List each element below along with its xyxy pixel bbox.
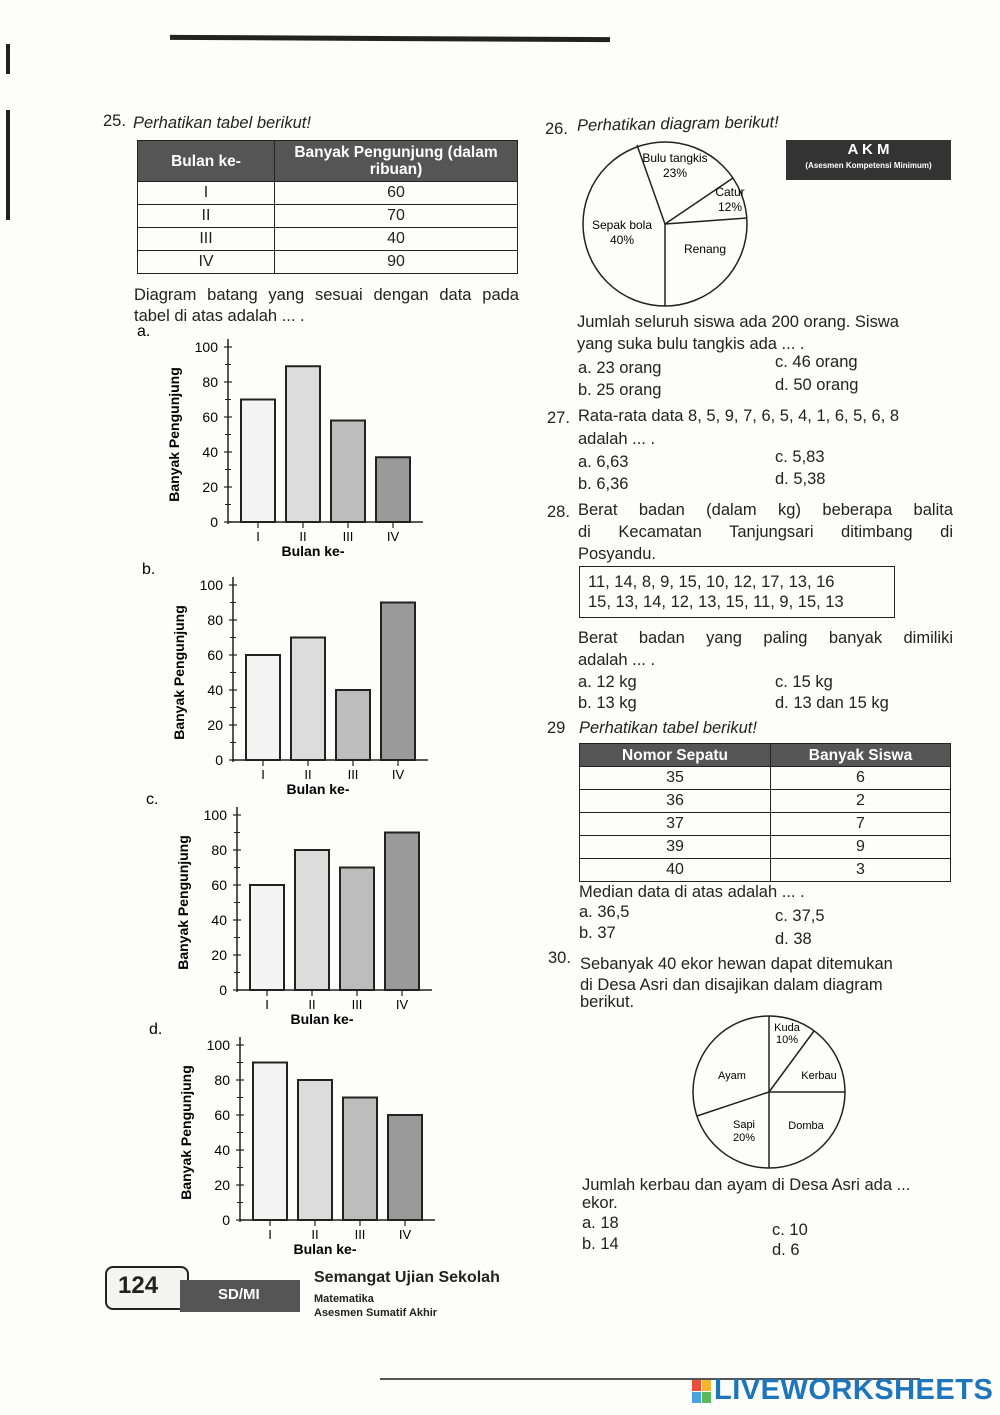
chart-bar (241, 400, 275, 523)
pie-pct-bulu-tangkis: 23% (662, 166, 688, 180)
q29-table (579, 743, 951, 882)
chart-option-letter: c. (146, 791, 159, 808)
chart-x-axis-label: Bulan ke- (293, 1241, 357, 1257)
chart-x-tick-label: IV (398, 1227, 412, 1242)
bar-chart-a (133, 322, 423, 562)
q28-option-b[interactable]: b. 13 kg (578, 694, 637, 712)
q28-text-2: di Kecamatan Tanjungsari ditimbang di (578, 523, 953, 541)
chart-option-b[interactable] (138, 560, 428, 805)
chart-bar (295, 850, 329, 990)
table-row: 36 2 (580, 790, 951, 813)
table-row: III 40 (138, 228, 518, 251)
q26-option-a[interactable]: a. 23 orang (578, 359, 662, 377)
q29-header-2: Banyak Siswa (771, 744, 951, 767)
chart-y-tick-label: 40 (202, 444, 218, 460)
chart-bar (336, 690, 370, 760)
q30-option-a[interactable]: a. 18 (582, 1214, 619, 1232)
q30-number: 30. (548, 949, 571, 967)
q27-option-a[interactable]: a. 6,63 (578, 453, 629, 471)
chart-y-axis-label: Banyak Pengunjung (178, 1065, 194, 1200)
chart-x-axis-label: Bulan ke- (290, 1011, 354, 1027)
q29-option-a[interactable]: a. 36,5 (579, 903, 630, 921)
chart-x-axis-label: Bulan ke- (281, 543, 345, 559)
table-row: 39 9 (580, 836, 951, 859)
pie-label-kuda: Kuda (774, 1022, 800, 1034)
chart-bar (331, 421, 365, 523)
page-number: 124 (118, 1272, 159, 1299)
q30-option-d[interactable]: d. 6 (772, 1241, 800, 1259)
table-row: 35 6 (580, 767, 951, 790)
pie-label-domba: Domba (788, 1120, 824, 1132)
scan-edge-left (6, 44, 10, 74)
chart-x-tick-label: IV (386, 529, 400, 544)
q27-text-2: adalah ... . (578, 430, 656, 448)
q28-number: 28. (547, 503, 570, 521)
q27-number: 27. (547, 409, 570, 427)
pie-label-kerbau: Kerbau (801, 1070, 837, 1082)
chart-bar (246, 655, 280, 760)
chart-y-axis-label: Banyak Pengunjung (175, 835, 191, 970)
pie-label-sapi: Sapi (732, 1119, 756, 1131)
chart-x-tick-label: II (308, 997, 316, 1012)
chart-x-tick-label: III (342, 529, 354, 544)
q25-table (137, 140, 518, 274)
q26-number: 26. (545, 120, 568, 138)
chart-x-tick-label: I (261, 767, 265, 782)
chart-y-tick-label: 20 (214, 1177, 230, 1193)
q28-text-4: Berat badan yang paling banyak dimiliki (578, 629, 953, 647)
pie-label-sepak-bola: Sepak bola (591, 218, 653, 232)
pie-label-renang: Renang (683, 242, 727, 256)
pie-pct-sepak-bola: 40% (609, 233, 635, 247)
chart-y-tick-label: 60 (202, 409, 218, 425)
chart-bar (343, 1098, 377, 1221)
liveworksheets-logo-icon (692, 1380, 712, 1404)
level-badge-label: SD/MI (218, 1286, 260, 1303)
footer-subtitle: Asesmen Sumatif Akhir (314, 1307, 438, 1319)
chart-y-tick-label: 40 (207, 682, 223, 698)
chart-y-tick-label: 80 (214, 1072, 230, 1088)
chart-x-tick-label: II (299, 529, 307, 544)
pie-pct-catur: 12% (717, 200, 743, 214)
table-row: IV 90 (138, 251, 518, 274)
chart-y-tick-label: 60 (214, 1107, 230, 1123)
footer-title: Semangat Ujian Sekolah (314, 1269, 500, 1286)
q28-option-c[interactable]: c. 15 kg (775, 673, 833, 691)
q28-data-box (579, 566, 895, 618)
chart-bar (388, 1115, 422, 1220)
q30-text-4: Jumlah kerbau dan ayam di Desa Asri ada ... (582, 1176, 911, 1194)
pie-pct-sapi: 20% (732, 1132, 756, 1144)
q26-pie-chart (575, 140, 765, 310)
pie-label-catur: Catur (715, 185, 745, 199)
chart-x-tick-label: I (265, 997, 269, 1012)
bar-chart-c (142, 790, 432, 1030)
chart-y-tick-label: 80 (211, 842, 227, 858)
akm-badge (786, 140, 951, 180)
footer-subject: Matematika (314, 1293, 374, 1305)
chart-x-tick-label: I (256, 529, 260, 544)
chart-option-letter: d. (149, 1021, 163, 1038)
scan-edge-left-2 (6, 110, 10, 220)
table-row: 37 7 (580, 813, 951, 836)
q27-text-1: Rata-rata data 8, 5, 9, 7, 6, 5, 4, 1, 6, 5, 6, 8 (578, 407, 900, 425)
chart-y-tick-label: 40 (211, 912, 227, 928)
q28-option-a[interactable]: a. 12 kg (578, 673, 637, 691)
q28-text-5: adalah ... . (578, 651, 656, 669)
q28-text-3: Posyandu. (578, 545, 656, 563)
q26-option-b[interactable]: b. 25 orang (578, 381, 662, 399)
chart-y-tick-label: 0 (222, 1212, 230, 1228)
chart-bar (340, 868, 374, 991)
akm-title: A K M (847, 141, 890, 158)
pie-label-bulu-tangkis: Bulu tangkis (642, 151, 708, 165)
chart-y-axis-label: Banyak Pengunjung (166, 367, 182, 502)
q26-prompt: Perhatikan diagram berikut! (576, 113, 779, 135)
table-row: II 70 (138, 205, 518, 228)
q30-text-3: berikut. (580, 993, 635, 1011)
chart-y-axis-label: Banyak Pengunjung (171, 605, 187, 740)
chart-x-tick-label: II (311, 1227, 319, 1242)
chart-y-tick-label: 100 (203, 807, 227, 823)
chart-x-tick-label: I (268, 1227, 272, 1242)
chart-y-tick-label: 40 (214, 1142, 230, 1158)
chart-y-tick-label: 0 (215, 752, 223, 768)
chart-y-tick-label: 20 (207, 717, 223, 733)
q29-option-c[interactable]: c. 37,5 (775, 907, 825, 925)
q25-question: Diagram batang yang sesuai dengan data pada tabel di atas adalah ... . (134, 286, 519, 325)
chart-y-tick-label: 0 (219, 982, 227, 998)
chart-bar (250, 885, 284, 990)
q27-option-d[interactable]: d. 5,38 (775, 470, 826, 488)
q29-number: 29 (547, 719, 566, 737)
q25-header-1: Bulan ke- (138, 141, 275, 182)
q25-number: 25. (103, 112, 126, 130)
q28-option-d[interactable]: d. 13 dan 15 kg (775, 694, 889, 712)
q30-text-2: di Desa Asri dan disajikan dalam diagram (580, 976, 883, 994)
q30-text-1: Sebanyak 40 ekor hewan dapat ditemukan (580, 955, 893, 973)
q28-data-line-1: 11, 14, 8, 9, 15, 10, 12, 17, 13, 16 (588, 573, 835, 591)
chart-bar (298, 1080, 332, 1220)
chart-x-tick-label: III (354, 1227, 366, 1242)
chart-bar (253, 1063, 287, 1221)
pie-label-ayam: Ayam (718, 1070, 746, 1082)
q29-prompt: Perhatikan tabel berikut! (579, 719, 757, 737)
q28-text-1: Berat badan (dalam kg) beberapa balita (578, 501, 953, 519)
q29-question: Median data di atas adalah ... . (579, 883, 805, 901)
chart-y-tick-label: 20 (211, 947, 227, 963)
pie-pct-kuda: 10% (775, 1034, 799, 1046)
q30-pie-chart (685, 1012, 855, 1172)
q26-option-d[interactable]: d. 50 orang (775, 376, 859, 394)
chart-option-d[interactable] (145, 1020, 435, 1265)
chart-bar (376, 457, 410, 522)
chart-option-a[interactable] (133, 322, 423, 567)
chart-y-tick-label: 100 (199, 577, 223, 593)
chart-option-letter: b. (142, 561, 156, 578)
q28-data-line-2: 15, 13, 14, 12, 13, 15, 11, 9, 15, 13 (588, 593, 844, 611)
table-row: 40 3 (580, 859, 951, 882)
q27-option-b[interactable]: b. 6,36 (578, 475, 629, 493)
q25-prompt: Perhatikan tabel berikut! (133, 114, 311, 132)
chart-x-tick-label: IV (391, 767, 405, 782)
q25-header-2: Banyak Pengunjung (dalam ribuan) (275, 141, 518, 182)
bar-chart-d (145, 1020, 435, 1260)
q29-option-d[interactable]: d. 38 (775, 930, 812, 948)
chart-option-c[interactable] (142, 790, 432, 1035)
scan-edge-top (170, 35, 610, 42)
akm-subtitle: (Asesmen Kompetensi Minimum) (805, 161, 932, 170)
q27-option-c[interactable]: c. 5,83 (775, 448, 825, 466)
chart-bar (381, 603, 415, 761)
q30-text-5: ekor. (582, 1194, 618, 1212)
chart-y-tick-label: 100 (194, 339, 218, 355)
chart-bar (385, 833, 419, 991)
chart-x-tick-label: III (351, 997, 363, 1012)
bar-chart-b (138, 560, 428, 800)
chart-bar (291, 638, 325, 761)
chart-y-tick-label: 60 (207, 647, 223, 663)
chart-option-letter: a. (137, 323, 151, 340)
q26-text-2: yang suka bulu tangkis ada ... . (577, 335, 805, 353)
q29-option-b[interactable]: b. 37 (579, 924, 616, 942)
liveworksheets-watermark: LIVEWORKSHEETS (714, 1374, 994, 1406)
chart-y-tick-label: 60 (211, 877, 227, 893)
chart-y-tick-label: 20 (202, 479, 218, 495)
chart-y-tick-label: 80 (202, 374, 218, 390)
chart-x-tick-label: IV (395, 997, 409, 1012)
q26-option-c[interactable]: c. 46 orang (775, 353, 858, 371)
q30-option-c[interactable]: c. 10 (772, 1221, 808, 1239)
q30-option-b[interactable]: b. 14 (582, 1235, 619, 1253)
chart-y-tick-label: 80 (207, 612, 223, 628)
chart-x-axis-label: Bulan ke- (286, 781, 350, 797)
chart-y-tick-label: 0 (210, 514, 218, 530)
table-row: I 60 (138, 182, 518, 205)
chart-y-tick-label: 100 (206, 1037, 230, 1053)
chart-bar (286, 366, 320, 522)
q26-text-1: Jumlah seluruh siswa ada 200 orang. Siswa (577, 313, 899, 331)
chart-x-tick-label: III (347, 767, 359, 782)
chart-x-tick-label: II (304, 767, 312, 782)
q29-header-1: Nomor Sepatu (580, 744, 771, 767)
